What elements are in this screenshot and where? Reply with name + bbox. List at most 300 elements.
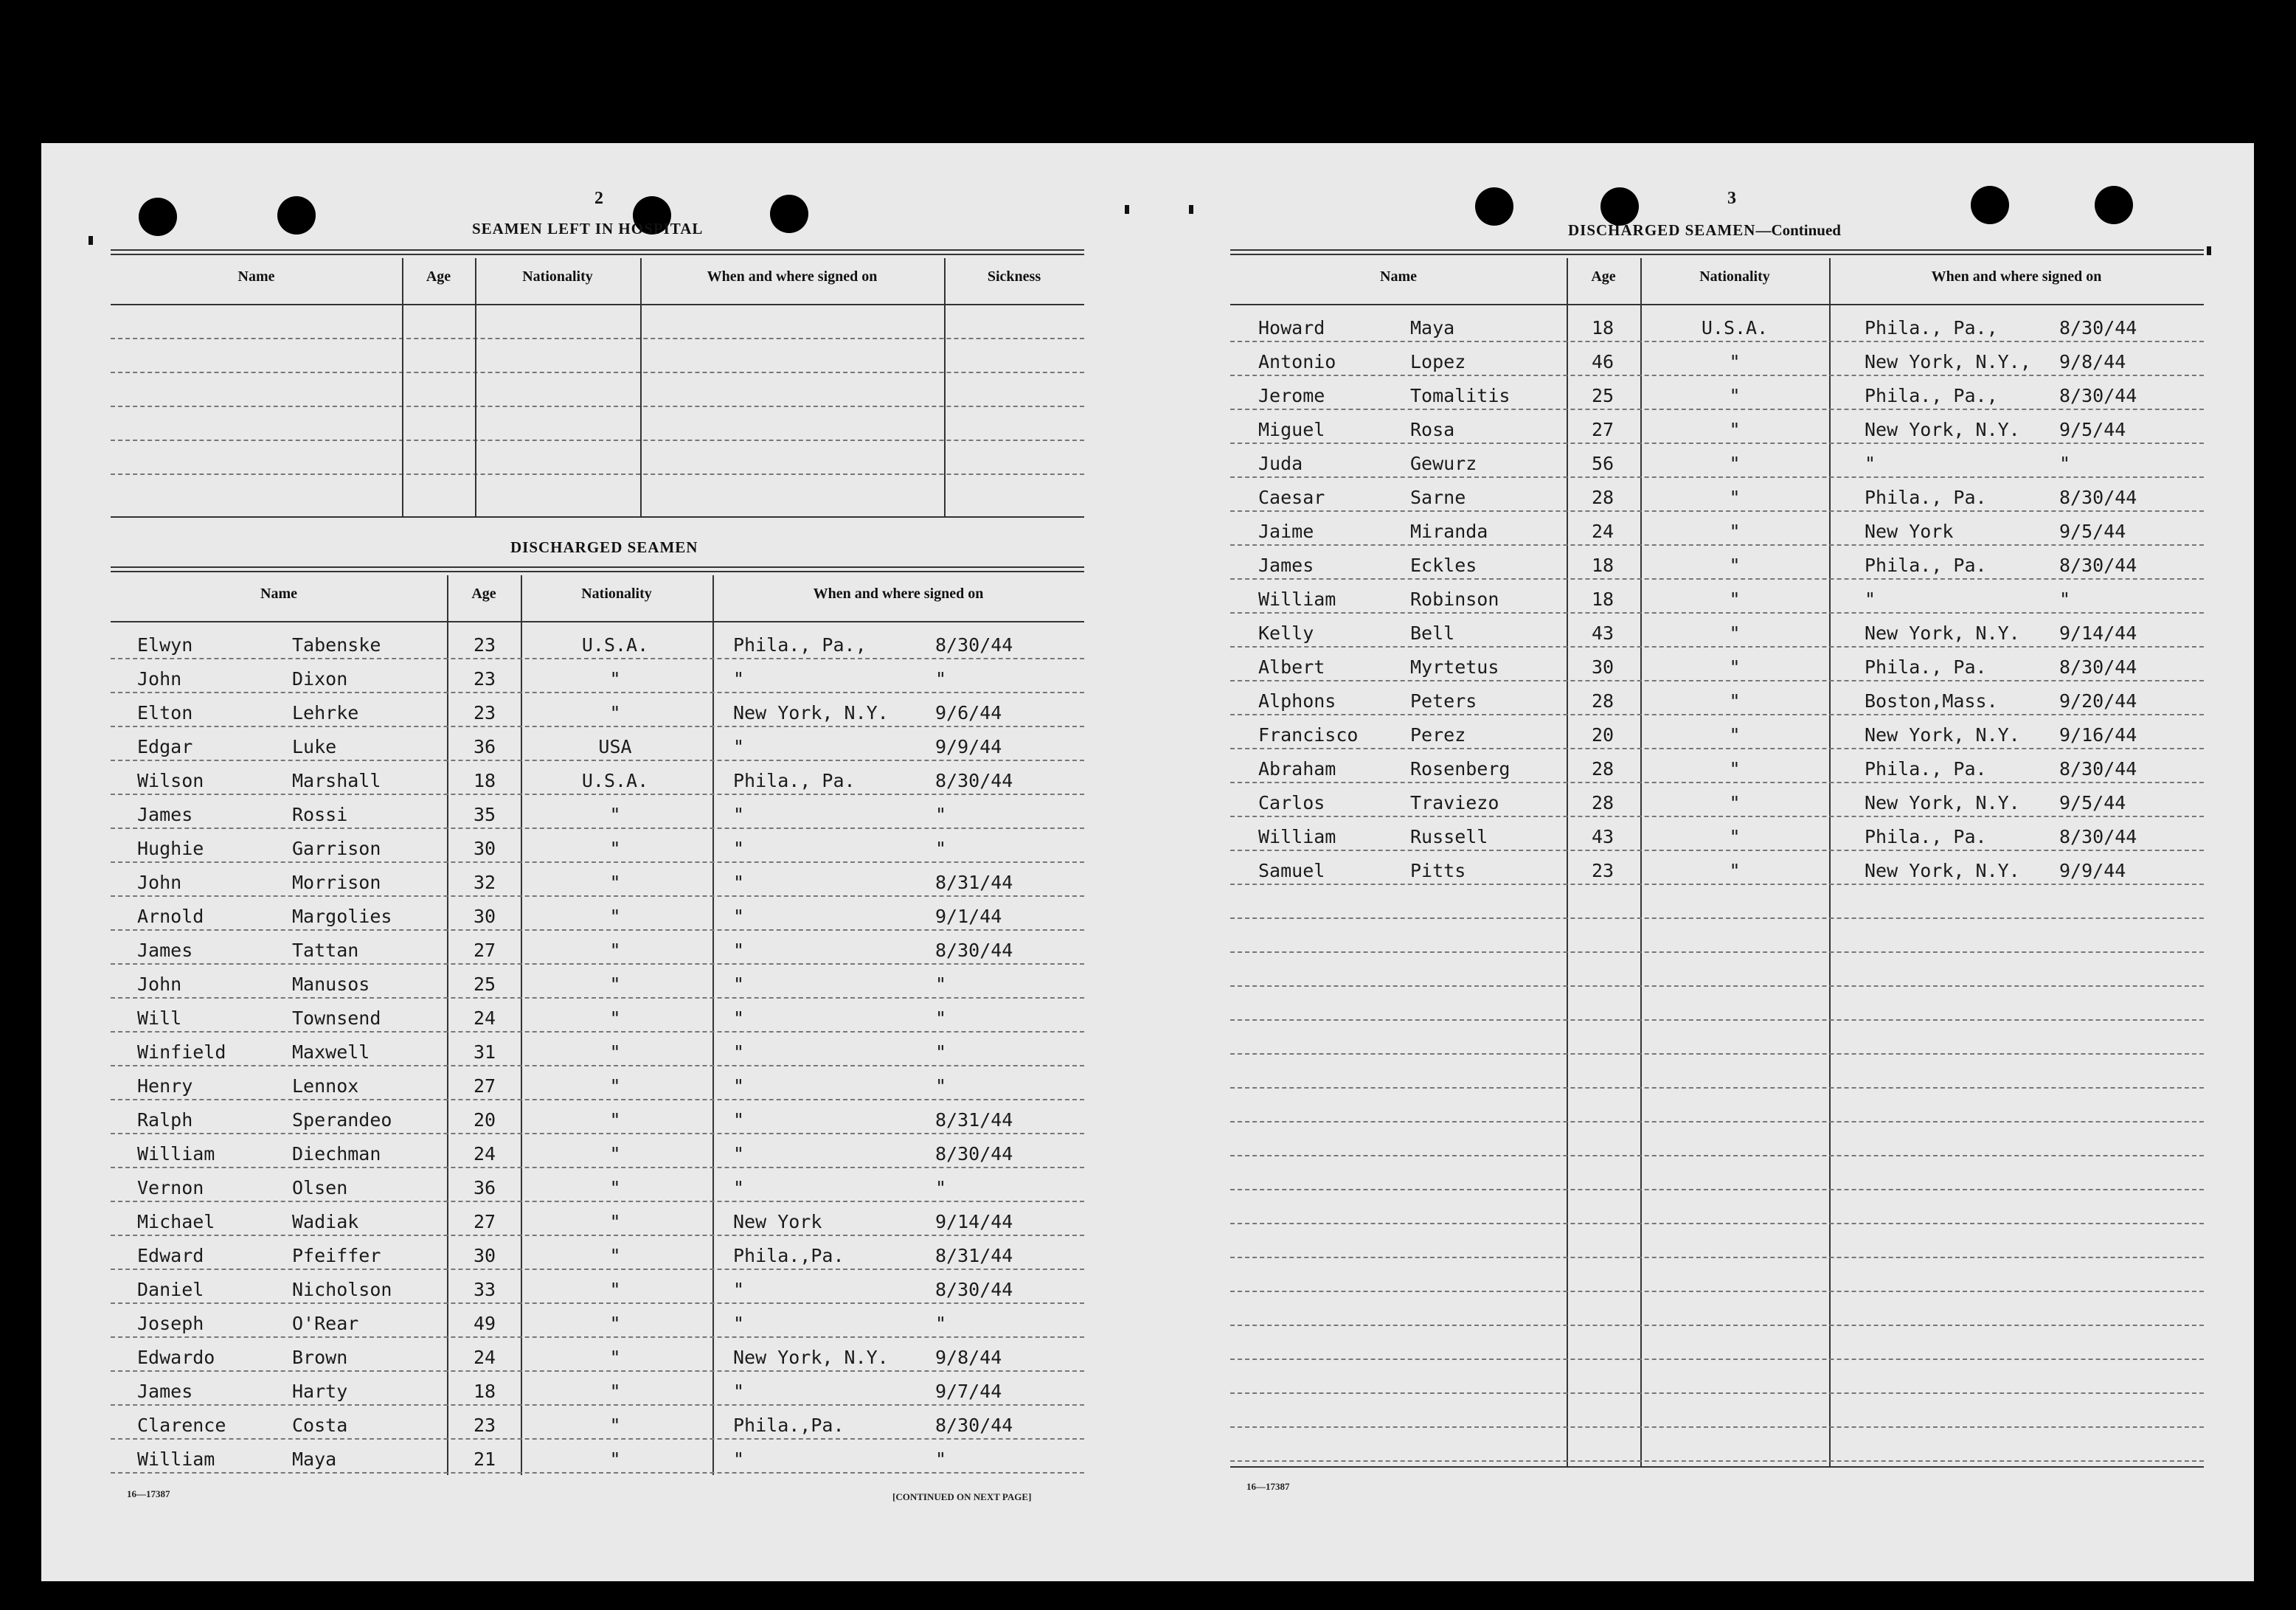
row-rule [111, 827, 1084, 829]
signed-on-date: " [935, 1313, 947, 1334]
hospital-row-rule [111, 440, 1084, 441]
rule [111, 566, 1084, 572]
row-rule [1230, 985, 2204, 987]
row-rule [1230, 409, 2204, 410]
nationality: " [1729, 487, 1741, 508]
row-rule [1230, 476, 2204, 478]
signed-on-date: 9/9/44 [935, 736, 1002, 757]
discharged-section-title: DISCHARGED SEAMEN [510, 538, 698, 556]
margin-mark [1189, 205, 1193, 214]
nationality: USA [598, 736, 632, 757]
last-name: Sarne [1410, 487, 1466, 508]
age: 24 [1592, 521, 1615, 542]
header-signed-on: When and where signed on [707, 268, 878, 285]
hospital-row-rule [111, 406, 1084, 407]
first-name: Carlos [1258, 792, 1325, 813]
age: 27 [474, 1211, 496, 1232]
signed-on-date: " [2059, 589, 2071, 610]
nationality: " [609, 974, 621, 995]
row-rule [1230, 1325, 2204, 1326]
last-name: O'Rear [292, 1313, 359, 1334]
nationality: " [1729, 758, 1741, 780]
first-name: Hughie [137, 838, 204, 859]
signed-on-place: New York, N.Y. [1865, 792, 2020, 813]
signed-on-date: 9/6/44 [935, 702, 1002, 724]
rule [1230, 304, 2204, 305]
header-sickness: Sickness [987, 268, 1041, 285]
first-name: Francisco [1258, 724, 1359, 746]
header-age: Age [471, 586, 496, 602]
signed-on-date: 9/16/44 [2059, 724, 2137, 746]
signed-on-place: " [733, 736, 745, 757]
row-rule [111, 1336, 1084, 1338]
last-name: Margolies [292, 906, 392, 927]
age: 30 [474, 906, 496, 927]
row-rule [1230, 850, 2204, 851]
signed-on-place: " [733, 1448, 745, 1470]
signed-on-place: New York, N.Y. [733, 702, 889, 724]
signed-on-date: 8/30/44 [2059, 826, 2137, 847]
signed-on-date: 9/5/44 [2059, 419, 2126, 440]
age: 18 [1592, 589, 1615, 610]
continued-note: [CONTINUED ON NEXT PAGE] [892, 1491, 1032, 1502]
first-name: Alphons [1258, 690, 1336, 712]
first-name: Michael [137, 1211, 215, 1232]
last-name: Pfeiffer [292, 1245, 381, 1266]
first-name: Edgar [137, 736, 193, 757]
age: 27 [1592, 419, 1615, 440]
signed-on-place: " [733, 1075, 745, 1097]
row-rule [111, 1167, 1084, 1168]
age: 56 [1592, 453, 1615, 474]
row-rule [111, 1235, 1084, 1236]
row-rule [111, 1269, 1084, 1270]
nationality: " [609, 1075, 621, 1097]
nationality: " [609, 940, 621, 961]
row-rule [111, 895, 1084, 897]
column-divider [640, 258, 642, 516]
row-rule [111, 1099, 1084, 1100]
nationality: " [609, 804, 621, 825]
last-name: Perez [1410, 724, 1466, 746]
row-rule [1230, 1189, 2204, 1190]
last-name: Diechman [292, 1143, 381, 1165]
signed-on-date: 9/14/44 [935, 1211, 1013, 1232]
nationality: " [1729, 521, 1741, 542]
header-name: Name [260, 586, 297, 602]
form-number: 16—17387 [1246, 1481, 1290, 1492]
signed-on-place: New York, N.Y. [1865, 860, 2020, 881]
age: 27 [474, 1075, 496, 1097]
signed-on-place: " [1865, 453, 1876, 474]
signed-on-place: New York, N.Y. [1865, 419, 2020, 440]
first-name: Will [137, 1007, 182, 1029]
row-rule [1230, 578, 2204, 580]
signed-on-place: " [733, 1313, 745, 1334]
rule [111, 516, 1084, 518]
first-name: John [137, 668, 182, 690]
signed-on-place: New York [1865, 521, 1954, 542]
signed-on-date: " [935, 974, 947, 995]
signed-on-place: New York, N.Y. [1865, 724, 2020, 746]
age: 23 [474, 1415, 496, 1436]
last-name: Tomalitis [1410, 385, 1511, 406]
age: 28 [1592, 792, 1615, 813]
last-name: Peters [1410, 690, 1477, 712]
signed-on-date: 8/30/44 [2059, 758, 2137, 780]
signed-on-date: 9/14/44 [2059, 622, 2137, 644]
punch-hole [1600, 187, 1639, 226]
first-name: Howard [1258, 317, 1325, 339]
last-name: Miranda [1410, 521, 1488, 542]
age: 25 [474, 974, 496, 995]
last-name: Olsen [292, 1177, 348, 1198]
header-nationality: Nationality [522, 268, 593, 285]
signed-on-place: Phila., Pa. [1865, 826, 1987, 847]
header-nationality: Nationality [1699, 268, 1770, 285]
age: 46 [1592, 351, 1615, 372]
row-rule [111, 929, 1084, 931]
last-name: Maya [1410, 317, 1455, 339]
row-rule [1230, 714, 2204, 715]
nationality: " [1729, 826, 1741, 847]
signed-on-date: 9/5/44 [2059, 792, 2126, 813]
signed-on-date: 8/30/44 [935, 1415, 1013, 1436]
first-name: Edward [137, 1245, 204, 1266]
row-rule [1230, 1087, 2204, 1089]
signed-on-date: " [935, 838, 947, 859]
signed-on-place: Phila.,Pa. [733, 1415, 844, 1436]
age: 33 [474, 1279, 496, 1300]
age: 18 [474, 770, 496, 791]
nationality: " [1729, 589, 1741, 610]
signed-on-date: " [935, 668, 947, 690]
row-rule [111, 1472, 1084, 1474]
row-rule [111, 1201, 1084, 1202]
age: 18 [1592, 317, 1615, 339]
last-name: Rosa [1410, 419, 1455, 440]
row-rule [111, 1438, 1084, 1440]
rule [111, 249, 1084, 255]
last-name: Lehrke [292, 702, 359, 724]
header-name: Name [237, 268, 275, 285]
row-rule [1230, 443, 2204, 444]
last-name: Tattan [292, 940, 359, 961]
signed-on-place: " [733, 1109, 745, 1131]
row-rule [1230, 1155, 2204, 1156]
first-name: Samuel [1258, 860, 1325, 881]
punch-hole [1971, 186, 2009, 224]
age: 36 [474, 736, 496, 757]
signed-on-place: New York, N.Y. [733, 1347, 889, 1368]
nationality: " [609, 1041, 621, 1063]
last-name: Tabenske [292, 634, 381, 656]
hospital-row-rule [111, 338, 1084, 339]
nationality: " [1729, 792, 1741, 813]
signed-on-place: " [733, 974, 745, 995]
row-rule [1230, 1121, 2204, 1123]
header-signed-on: When and where signed on [813, 586, 984, 602]
signed-on-place: " [733, 838, 745, 859]
age: 28 [1592, 487, 1615, 508]
age: 32 [474, 872, 496, 893]
last-name: Myrtetus [1410, 656, 1499, 678]
signed-on-place: Phila., Pa. [1865, 555, 1987, 576]
last-name: Sperandeo [292, 1109, 392, 1131]
signed-on-place: Phila., Pa., [1865, 317, 1998, 339]
nationality: " [609, 1177, 621, 1198]
age: 28 [1592, 690, 1615, 712]
first-name: Kelly [1258, 622, 1314, 644]
signed-on-place: " [733, 1381, 745, 1402]
row-rule [1230, 1359, 2204, 1360]
signed-on-date: 8/30/44 [2059, 317, 2137, 339]
row-rule [111, 726, 1084, 727]
row-rule [1230, 884, 2204, 885]
nationality: U.S.A. [1701, 317, 1769, 339]
last-name: Maya [292, 1448, 337, 1470]
row-rule [111, 1031, 1084, 1033]
nationality: " [1729, 724, 1741, 746]
signed-on-date: 8/30/44 [935, 1143, 1013, 1165]
nationality: " [609, 1381, 621, 1402]
margin-mark [2207, 246, 2211, 255]
first-name: Winfield [137, 1041, 226, 1063]
column-divider [944, 258, 946, 516]
margin-mark [1125, 205, 1129, 214]
rule [1230, 1466, 2204, 1468]
nationality: " [609, 702, 621, 724]
hospital-row-rule [111, 372, 1084, 373]
row-rule [111, 963, 1084, 965]
nationality: " [1729, 622, 1741, 644]
title-continued: —Continued [1755, 221, 1841, 239]
signed-on-date: 8/30/44 [935, 1279, 1013, 1300]
nationality: " [609, 1279, 621, 1300]
signed-on-place: Phila., Pa. [1865, 487, 1987, 508]
first-name: Ralph [137, 1109, 193, 1131]
hospital-section-title: SEAMEN LEFT IN HOSPITAL [472, 220, 704, 237]
last-name: Brown [292, 1347, 348, 1368]
form-number: 16—17387 [127, 1488, 170, 1499]
last-name: Rosenberg [1410, 758, 1511, 780]
signed-on-date: 9/20/44 [2059, 690, 2137, 712]
signed-on-date: 8/31/44 [935, 1109, 1013, 1131]
column-divider [712, 575, 714, 1475]
header-signed-on: When and where signed on [1931, 268, 2102, 285]
nationality: " [1729, 419, 1741, 440]
row-rule [1230, 1392, 2204, 1394]
punch-hole [1475, 187, 1513, 226]
signed-on-place: " [733, 1177, 745, 1198]
nationality: " [609, 668, 621, 690]
signed-on-place: " [733, 940, 745, 961]
row-rule [111, 1302, 1084, 1304]
row-rule [1230, 782, 2204, 783]
signed-on-date: " [935, 1177, 947, 1198]
signed-on-place: Boston,Mass. [1865, 690, 1998, 712]
age: 18 [1592, 555, 1615, 576]
signed-on-date: 9/8/44 [2059, 351, 2126, 372]
age: 43 [1592, 622, 1615, 644]
first-name: Vernon [137, 1177, 204, 1198]
first-name: Henry [137, 1075, 193, 1097]
signed-on-date: " [935, 1075, 947, 1097]
last-name: Traviezo [1410, 792, 1499, 813]
first-name: Caesar [1258, 487, 1325, 508]
row-rule [1230, 612, 2204, 614]
age: 25 [1592, 385, 1615, 406]
signed-on-place: Phila.,Pa. [733, 1245, 844, 1266]
column-divider [521, 575, 522, 1475]
nationality: " [609, 1313, 621, 1334]
row-rule [111, 760, 1084, 761]
age: 21 [474, 1448, 496, 1470]
signed-on-place: " [733, 668, 745, 690]
last-name: Gewurz [1410, 453, 1477, 474]
first-name: Jerome [1258, 385, 1325, 406]
signed-on-place: New York, N.Y., [1865, 351, 2031, 372]
first-name: James [137, 1381, 193, 1402]
last-name: Manusos [292, 974, 370, 995]
last-name: Lopez [1410, 351, 1466, 372]
age: 30 [1592, 656, 1615, 678]
row-rule [1230, 1019, 2204, 1021]
last-name: Eckles [1410, 555, 1477, 576]
nationality: " [1729, 555, 1741, 576]
row-rule [1230, 1460, 2204, 1462]
last-name: Pitts [1410, 860, 1466, 881]
margin-mark [89, 236, 93, 245]
row-rule [1230, 1426, 2204, 1428]
signed-on-date: 8/31/44 [935, 872, 1013, 893]
nationality: " [1729, 690, 1741, 712]
signed-on-place: Phila., Pa., [733, 634, 867, 656]
column-divider [1567, 258, 1568, 1468]
nationality: " [609, 1347, 621, 1368]
header-nationality: Nationality [581, 586, 652, 602]
punch-hole [277, 196, 316, 235]
row-rule [1230, 375, 2204, 376]
first-name: Antonio [1258, 351, 1336, 372]
discharged-continued-title [1568, 221, 1841, 240]
signed-on-date: 9/8/44 [935, 1347, 1002, 1368]
signed-on-date: " [935, 1041, 947, 1063]
nationality: " [609, 1245, 621, 1266]
signed-on-date: " [2059, 453, 2071, 474]
column-divider [402, 258, 403, 516]
nationality: " [609, 1211, 621, 1232]
signed-on-place: New York [733, 1211, 822, 1232]
column-divider [447, 575, 448, 1475]
signed-on-place: " [733, 804, 745, 825]
nationality: " [1729, 656, 1741, 678]
first-name: William [137, 1448, 215, 1470]
signed-on-place: Phila., Pa. [1865, 656, 1987, 678]
row-rule [111, 1065, 1084, 1066]
first-name: James [1258, 555, 1314, 576]
first-name: Arnold [137, 906, 204, 927]
row-rule [1230, 1257, 2204, 1258]
age: 49 [474, 1313, 496, 1334]
last-name: Maxwell [292, 1041, 370, 1063]
punch-hole [2095, 186, 2133, 224]
last-name: Bell [1410, 622, 1455, 644]
row-rule [1230, 544, 2204, 546]
nationality: " [609, 872, 621, 893]
last-name: Garrison [292, 838, 381, 859]
age: 43 [1592, 826, 1615, 847]
signed-on-place: New York, N.Y. [1865, 622, 2020, 644]
signed-on-place: " [733, 872, 745, 893]
first-name: Edwardo [137, 1347, 215, 1368]
nationality: " [609, 1143, 621, 1165]
signed-on-date: 8/30/44 [2059, 487, 2137, 508]
first-name: James [137, 940, 193, 961]
rule [1230, 249, 2204, 255]
page-number: 2 [594, 189, 603, 208]
column-divider [1640, 258, 1642, 1468]
row-rule [1230, 917, 2204, 919]
signed-on-date: 9/7/44 [935, 1381, 1002, 1402]
age: 24 [474, 1143, 496, 1165]
age: 30 [474, 1245, 496, 1266]
age: 23 [474, 668, 496, 690]
signed-on-date: 8/30/44 [2059, 385, 2137, 406]
last-name: Rossi [292, 804, 348, 825]
first-name: Juda [1258, 453, 1303, 474]
first-name: James [137, 804, 193, 825]
signed-on-date: " [935, 1448, 947, 1470]
row-rule [1230, 1053, 2204, 1055]
nationality: " [609, 1448, 621, 1470]
nationality: " [609, 1415, 621, 1436]
signed-on-date: 8/30/44 [2059, 555, 2137, 576]
page-number: 3 [1727, 189, 1736, 208]
first-name: Elton [137, 702, 193, 724]
row-rule [1230, 510, 2204, 512]
row-rule [1230, 341, 2204, 342]
age: 27 [474, 940, 496, 961]
first-name: Jaime [1258, 521, 1314, 542]
age: 20 [474, 1109, 496, 1131]
age: 24 [474, 1347, 496, 1368]
signed-on-date: 8/30/44 [935, 940, 1013, 961]
signed-on-place: Phila., Pa., [1865, 385, 1998, 406]
age: 24 [474, 1007, 496, 1029]
row-rule [111, 1133, 1084, 1134]
signed-on-date: 8/30/44 [935, 634, 1013, 656]
first-name: Abraham [1258, 758, 1336, 780]
signed-on-place: Phila., Pa. [733, 770, 856, 791]
row-rule [1230, 748, 2204, 749]
row-rule [111, 1370, 1084, 1372]
title-main: DISCHARGED SEAMEN [1568, 221, 1756, 239]
age: 28 [1592, 758, 1615, 780]
age: 20 [1592, 724, 1615, 746]
first-name: Joseph [137, 1313, 204, 1334]
row-rule [111, 692, 1084, 693]
header-age: Age [426, 268, 451, 285]
nationality: " [1729, 860, 1741, 881]
first-name: William [1258, 826, 1336, 847]
nationality: " [1729, 453, 1741, 474]
punch-hole [139, 198, 177, 236]
signed-on-date: " [935, 1007, 947, 1029]
signed-on-place: Phila., Pa. [1865, 758, 1987, 780]
column-divider [475, 258, 476, 516]
signed-on-date: 8/30/44 [935, 770, 1013, 791]
